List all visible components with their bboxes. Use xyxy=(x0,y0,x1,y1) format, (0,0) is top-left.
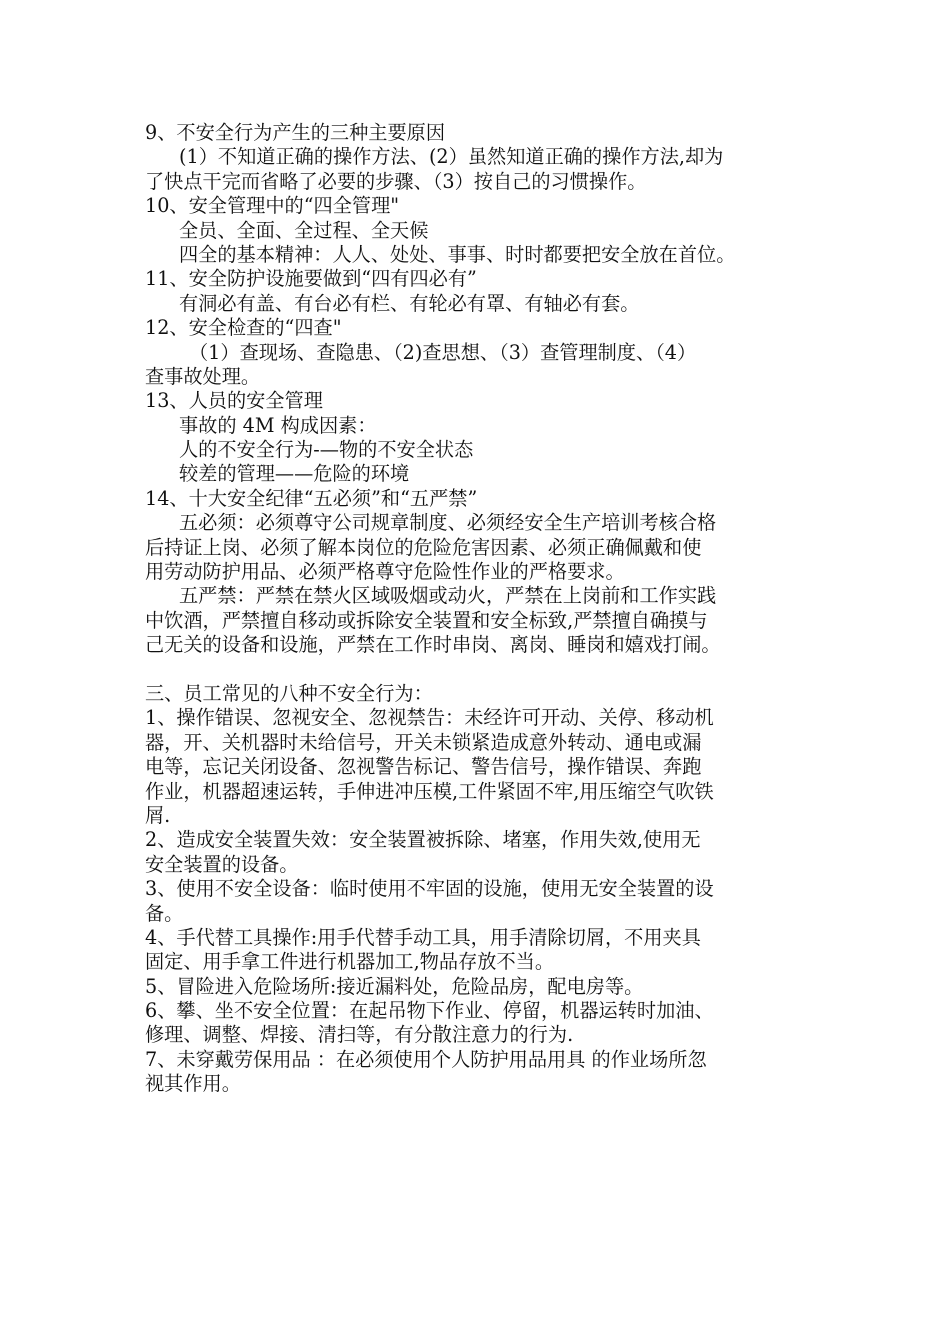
text-line: 5、冒险进入危险场所:接近漏料处，危险品房，配电房等。 xyxy=(145,974,644,998)
text-line: 9、不安全行为产生的三种主要原因 xyxy=(145,121,446,144)
text-line: 10、安全管理中的“四全管理" xyxy=(145,194,400,218)
text-line: 较差的管理——危险的环境 xyxy=(179,462,410,486)
text-line: 11、安全防护设施要做到“四有四必有” xyxy=(145,267,477,291)
text-line: 己无关的设备和设施，严禁在工作时串岗、离岗、睡岗和嬉戏打闹。 xyxy=(145,633,721,657)
blank-line xyxy=(145,658,825,682)
text-line: 6、攀、坐不安全位置：在起吊物下作业、停留，机器运转时加油、 xyxy=(145,999,714,1023)
text-line: 了快点干完而省略了必要的步骤、（3）按自己的习惯操作。 xyxy=(145,169,647,193)
text-line: 有洞必有盖、有台必有栏、有轮必有罩、有轴必有套。 xyxy=(179,291,640,315)
text-line: 五严禁：严禁在禁火区域吸烟或动火，严禁在上岗前和工作实践 xyxy=(179,584,717,608)
text-line: 三、员工常见的八种不安全行为： xyxy=(145,681,433,705)
text-line: 作业，机器超速运转，手伸进冲压模,工件紧固不牢,用压缩空气吹铁 xyxy=(145,779,714,803)
text-line: 器，开、关机器时未给信号，开关未锁紧造成意外转动、通电或漏 xyxy=(145,730,702,754)
text-line: 人的不安全行为-—物的不安全状态 xyxy=(179,438,474,462)
text-line: 13、人员的安全管理 xyxy=(145,389,323,413)
text-line: 修理、调整、焊接、清扫等，有分散注意力的行为. xyxy=(145,1023,574,1047)
text-line: 视其作用。 xyxy=(145,1072,241,1096)
text-line: 全员、全面、全过程、全天候 xyxy=(179,218,429,242)
text-line: 固定、用手拿工件进行机器加工,物品存放不当。 xyxy=(145,950,555,974)
text-line: 12、安全检查的“四查" xyxy=(145,316,342,340)
text-line: (1）不知道正确的操作方法、(2）虽然知道正确的操作方法,却为 xyxy=(179,145,724,169)
text-line: 14、十大安全纪律“五必须”和“五严禁” xyxy=(145,486,478,510)
text-line: 4、手代替工具操作:用手代替手动工具，用手清除切屑，不用夹具 xyxy=(145,925,701,949)
text-line: 后持证上岗、必须了解本岗位的危险危害因素、必须正确佩戴和使 xyxy=(145,535,702,559)
document-page xyxy=(145,121,825,1097)
text-line: 电等，忘记关闭设备、忽视警告标记、警告信号，操作错误、奔跑 xyxy=(145,755,702,779)
text-line: 中饮酒，严禁擅自移动或拆除安全装置和安全标致,严禁擅自确摸与 xyxy=(145,608,708,632)
text-line: 备。 xyxy=(145,901,184,925)
text-line: 3、使用不安全设备：临时使用不牢固的设施，使用无安全装置的设 xyxy=(145,877,714,901)
text-line: 屑. xyxy=(145,803,171,827)
text-line: 五必须：必须尊守公司规章制度、必须经安全生产培训考核合格 xyxy=(179,511,717,535)
text-line: 用劳动防护用品、必须严格尊守危险性作业的严格要求。 xyxy=(145,560,625,584)
text-line: 事故的 4M 构成因素： xyxy=(179,413,377,437)
text-line: （1）查现场、查隐患、（2)查思想、（3）查管理制度、（4） xyxy=(189,340,697,364)
text-line: 2、造成安全装置失效：安全装置被拆除、堵塞，作用失效,使用无 xyxy=(145,828,701,852)
text-line: 7、未穿戴劳保用品 ：在必须使用个人防护用品用具 的作业场所忽 xyxy=(145,1047,707,1071)
text-line: 四全的基本精神：人人、处处、事事、时时都要把安全放在首位。 xyxy=(179,242,736,266)
text-line: 查事故处理。 xyxy=(145,364,261,388)
text-line: 1、操作错误、忽视安全、忽视禁告：未经许可开动、关停、移动机 xyxy=(145,706,714,730)
text-line: 安全装置的设备。 xyxy=(145,852,299,876)
